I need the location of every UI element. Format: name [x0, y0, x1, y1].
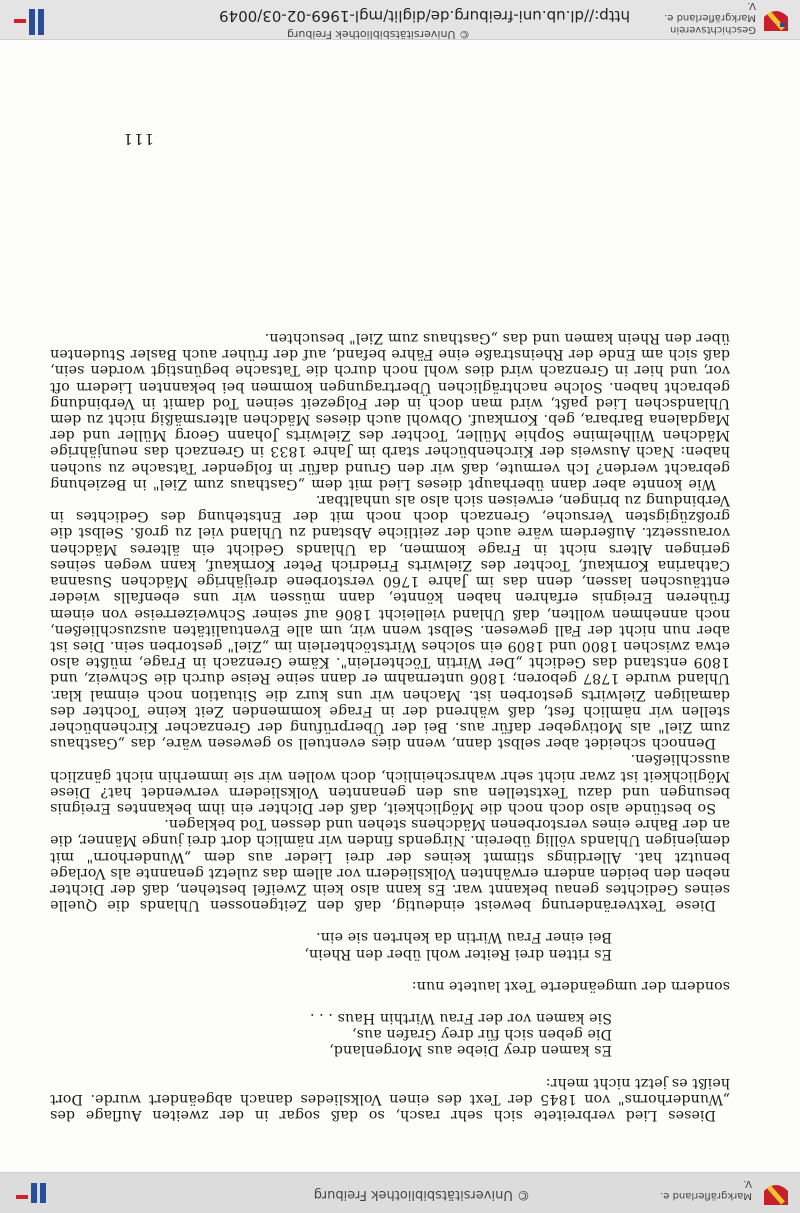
- page-header: [0, 1172, 800, 1213]
- verse-1: [50, 1010, 612, 1059]
- footer-copyright: © Universitätsbibliothek Freiburg: [287, 28, 470, 41]
- verse-line: Bei einer Frau Wirtin da kehrten sie ein.: [315, 929, 612, 946]
- paragraph: Dieses Lied verbreitete sich sehr rasch, so daß sogar in der zweiten Auflage des „Wunderhorns" von 1845 der Text des einen Volksliedes danach abgeändert wurde. Dort heißt es jetzt nicht mehr:: [50, 1074, 730, 1123]
- association-crest-icon: [760, 3, 792, 35]
- page-footer: [0, 0, 800, 40]
- header-copyright: © Universitätsbibliothek Freiburg: [313, 1187, 530, 1202]
- verse-line: Es kamen drey Diebe aus Morgenland,: [329, 1042, 612, 1059]
- verse-line: Die geben sich für drey Grafen aus,: [351, 1026, 612, 1043]
- footer-url-link[interactable]: http://dl.ub.uni-freiburg.de/diglit/mgl-1969-02-03/0049: [219, 7, 630, 25]
- verse-line: Sie kamen vor der Frau Wirthin Haus . . .: [309, 1009, 612, 1026]
- ub-freiburg-logo-icon: [8, 1177, 48, 1209]
- ub-freiburg-logo-icon: [8, 3, 48, 35]
- page-number: 111: [122, 130, 154, 148]
- paragraph: Dennoch scheidet aber selbst dann, wenn dies eventuell so gewesen wäre, das „Gasthaus zum Ziel" als Motivgeber dafür aus. Bei der Überprüfung der Grenzacher Kirchenbücher stellen wir nämlich fest, daß während der in Frage kommenden Zeit keine Tochter des damaligen Zielwirts gestorben ist. Machen wir uns kurz die Situation noch einmal klar. Uhland wurde 1787 geboren; 1806 unternahm er dann seine Reise durch die Schweiz, und 1809 entstand das Gedicht „Der Wirtin Töchterlein". Käme Grenzach in Frage, müßte also etwa zwischen 1800 und 1809 ein solches Wirtstöchterlein im „Ziel" gestorben sein. Dies ist aber nun nicht der Fall gewesen. Selbst wenn wir, um alle Eventualitäten auszuschließen, noch annehmen wollten, daß Uhland vielleicht 1806 auf seiner Schweizerreise von einem früheren Ereignis erfahren haben könnte, dann müssen wir uns ebenfalls wieder enttäuschen lassen, denn das im Jahre 1760 verstorbene dreijährige Mädchen Susanna Catharina Kornkauf, Tochter des Zielwirts Friedrich Peter Kornkauf, kann wegen seines geringen Alters nicht in Frage kommen, da Uhlands Gedicht ein älteres Mädchen voraussetzt. Außerdem wäre auch der zeitliche Abstand zu Uhland viel zu groß. Selbst die großzügigsten Versuche, Grenzach doch noch mit der Entstehung des Gedichtes in Verbindung zu bringen, erweisen sich also als unhaltbar.: [50, 492, 730, 752]
- association-crest-icon: [760, 1177, 792, 1209]
- paragraph: Diese Textveränderung beweist eindeutig, daß den Zeitgenossen Uhlands die Quelle seines Gedichtes genau bekannt war. Es kann also kein Zweifel bestehen, daß der Dichter neben den beiden andern erwähnten Volksliedern vor allem das zuletzt genannte als Vorlage benutzt hat. Allerdings stimmt keines der drei Lieder aus dem „Wunderhorn" mit demjenigen Uhlands völlig überein. Nirgends finden wir nämlich dort drei junge Männer, die an der Bahre eines verstorbenen Mädchens stehen und dessen Tod beklagen.: [50, 816, 730, 914]
- header-association-name: Markgräflerland e. V.: [660, 1178, 752, 1201]
- verse-line: Es ritten drei Reiter wohl über den Rhein,: [304, 945, 612, 962]
- page-body: [50, 330, 730, 1123]
- paragraph: So bestünde also doch noch die Möglichkeit, daß der Dichter ein ihm bekanntes Ereignis besungen und dazu Textstellen aus den genannten Volksliedern verwendet hat? Diese Möglichkeit ist zwar nicht sehr wahrscheinlich, doch wollen wir sie immerhin nicht gänzlich ausschließen.: [50, 751, 730, 816]
- footer-association-name: Geschichtsverein Markgräflerland e. V.: [664, 0, 756, 35]
- paragraph: Wie konnte aber dann überhaupt dieses Lied mit dem „Gasthaus zum Ziel" in Beziehung gebracht werden? Ich vermute, daß wir den Grund dafür in folgender Tatsache zu suchen haben: Nach Ausweis der Kirchenbücher starb im Jahre 1833 in Grenzach das neunjährige Mädchen Wilhelmine Sophie Müller, Tochter des Zielwirts Johann Georg Müller und der Magdalena Barbara, geb. Kornkauf. Obwohl auch dieses Mädchen altersmäßig nicht zu dem Uhlandschen Lied paßt, wird man doch in der Folgezeit seinen Tod damit in Verbindung gebracht haben. Solche nachträglichen Übertragungen kommen bei bekannten Liedern oft vor, und hier in Grenzach wird dies wohl noch durch die Tatsache begünstigt worden sein, daß sich am Ende der Rheinstraße eine Fähre befand, auf der früher auch Basler Studenten über den Rhein kamen und das „Gasthaus zum Ziel" besuchten.: [50, 330, 730, 492]
- mid-line: sondern der umgeänderte Text lautete nun:: [411, 977, 730, 994]
- verse-2: [50, 929, 612, 961]
